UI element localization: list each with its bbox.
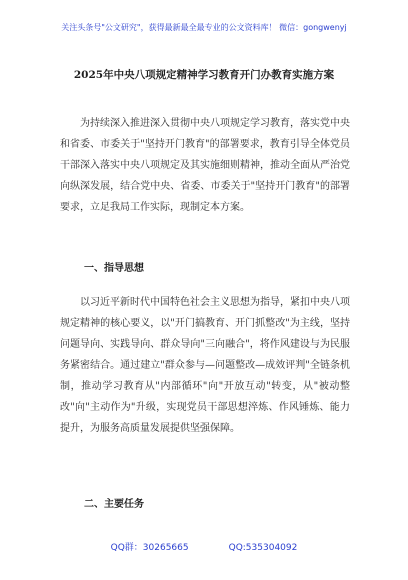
section-heading-main-tasks: 二、主要任务 [84, 499, 144, 510]
header-advert: 关注头条号"公文研究"，获得最新最全最专业的公文资料库！ 微信：gongwenyj [61, 23, 347, 32]
footer-qq: QQ:535304092 [228, 543, 298, 553]
footer-qq-group: QQ群：30265665 [110, 543, 189, 553]
intro-paragraph: 为持续深入推进深入贯彻中央八项规定学习教育，落实党中央和省委、市委关于"坚持开门教育"的部署要求，教育引导全体党员干部深入落实中央八项规定及其实施细则精神，推动全面从严治党向纵深发展，结合党中央、省委、市委关于"坚持开门教育"的部署要求，立足我局工作实际，现制定本方案。 [60, 118, 350, 213]
document-title: 2025年中央八项规定精神学习教育开门办教育实施方案 [73, 69, 335, 81]
guiding-ideology-paragraph: 以习近平新时代中国特色社会主义思想为指导，紧扣中央八项规定精神的核心要义，以"开门搞教育、开门抓整改"为主线，坚持问题导向、实践导向、群众导向"三向融合"，将作风建设与为民服务紧密结合。通过建立"群众参与—问题整改—成效评判"全链条机制，推动学习教育从"内部循环"向"开放互动"转变，从"被动整改"向"主动作为"升级，实现党员干部思想淬炼、作风锤炼、能力提升，为服务高质量发展提供坚强保障。 [60, 297, 350, 434]
footer-contact [0, 540, 408, 553]
section-heading-guiding-ideology: 一、指导思想 [84, 263, 144, 274]
